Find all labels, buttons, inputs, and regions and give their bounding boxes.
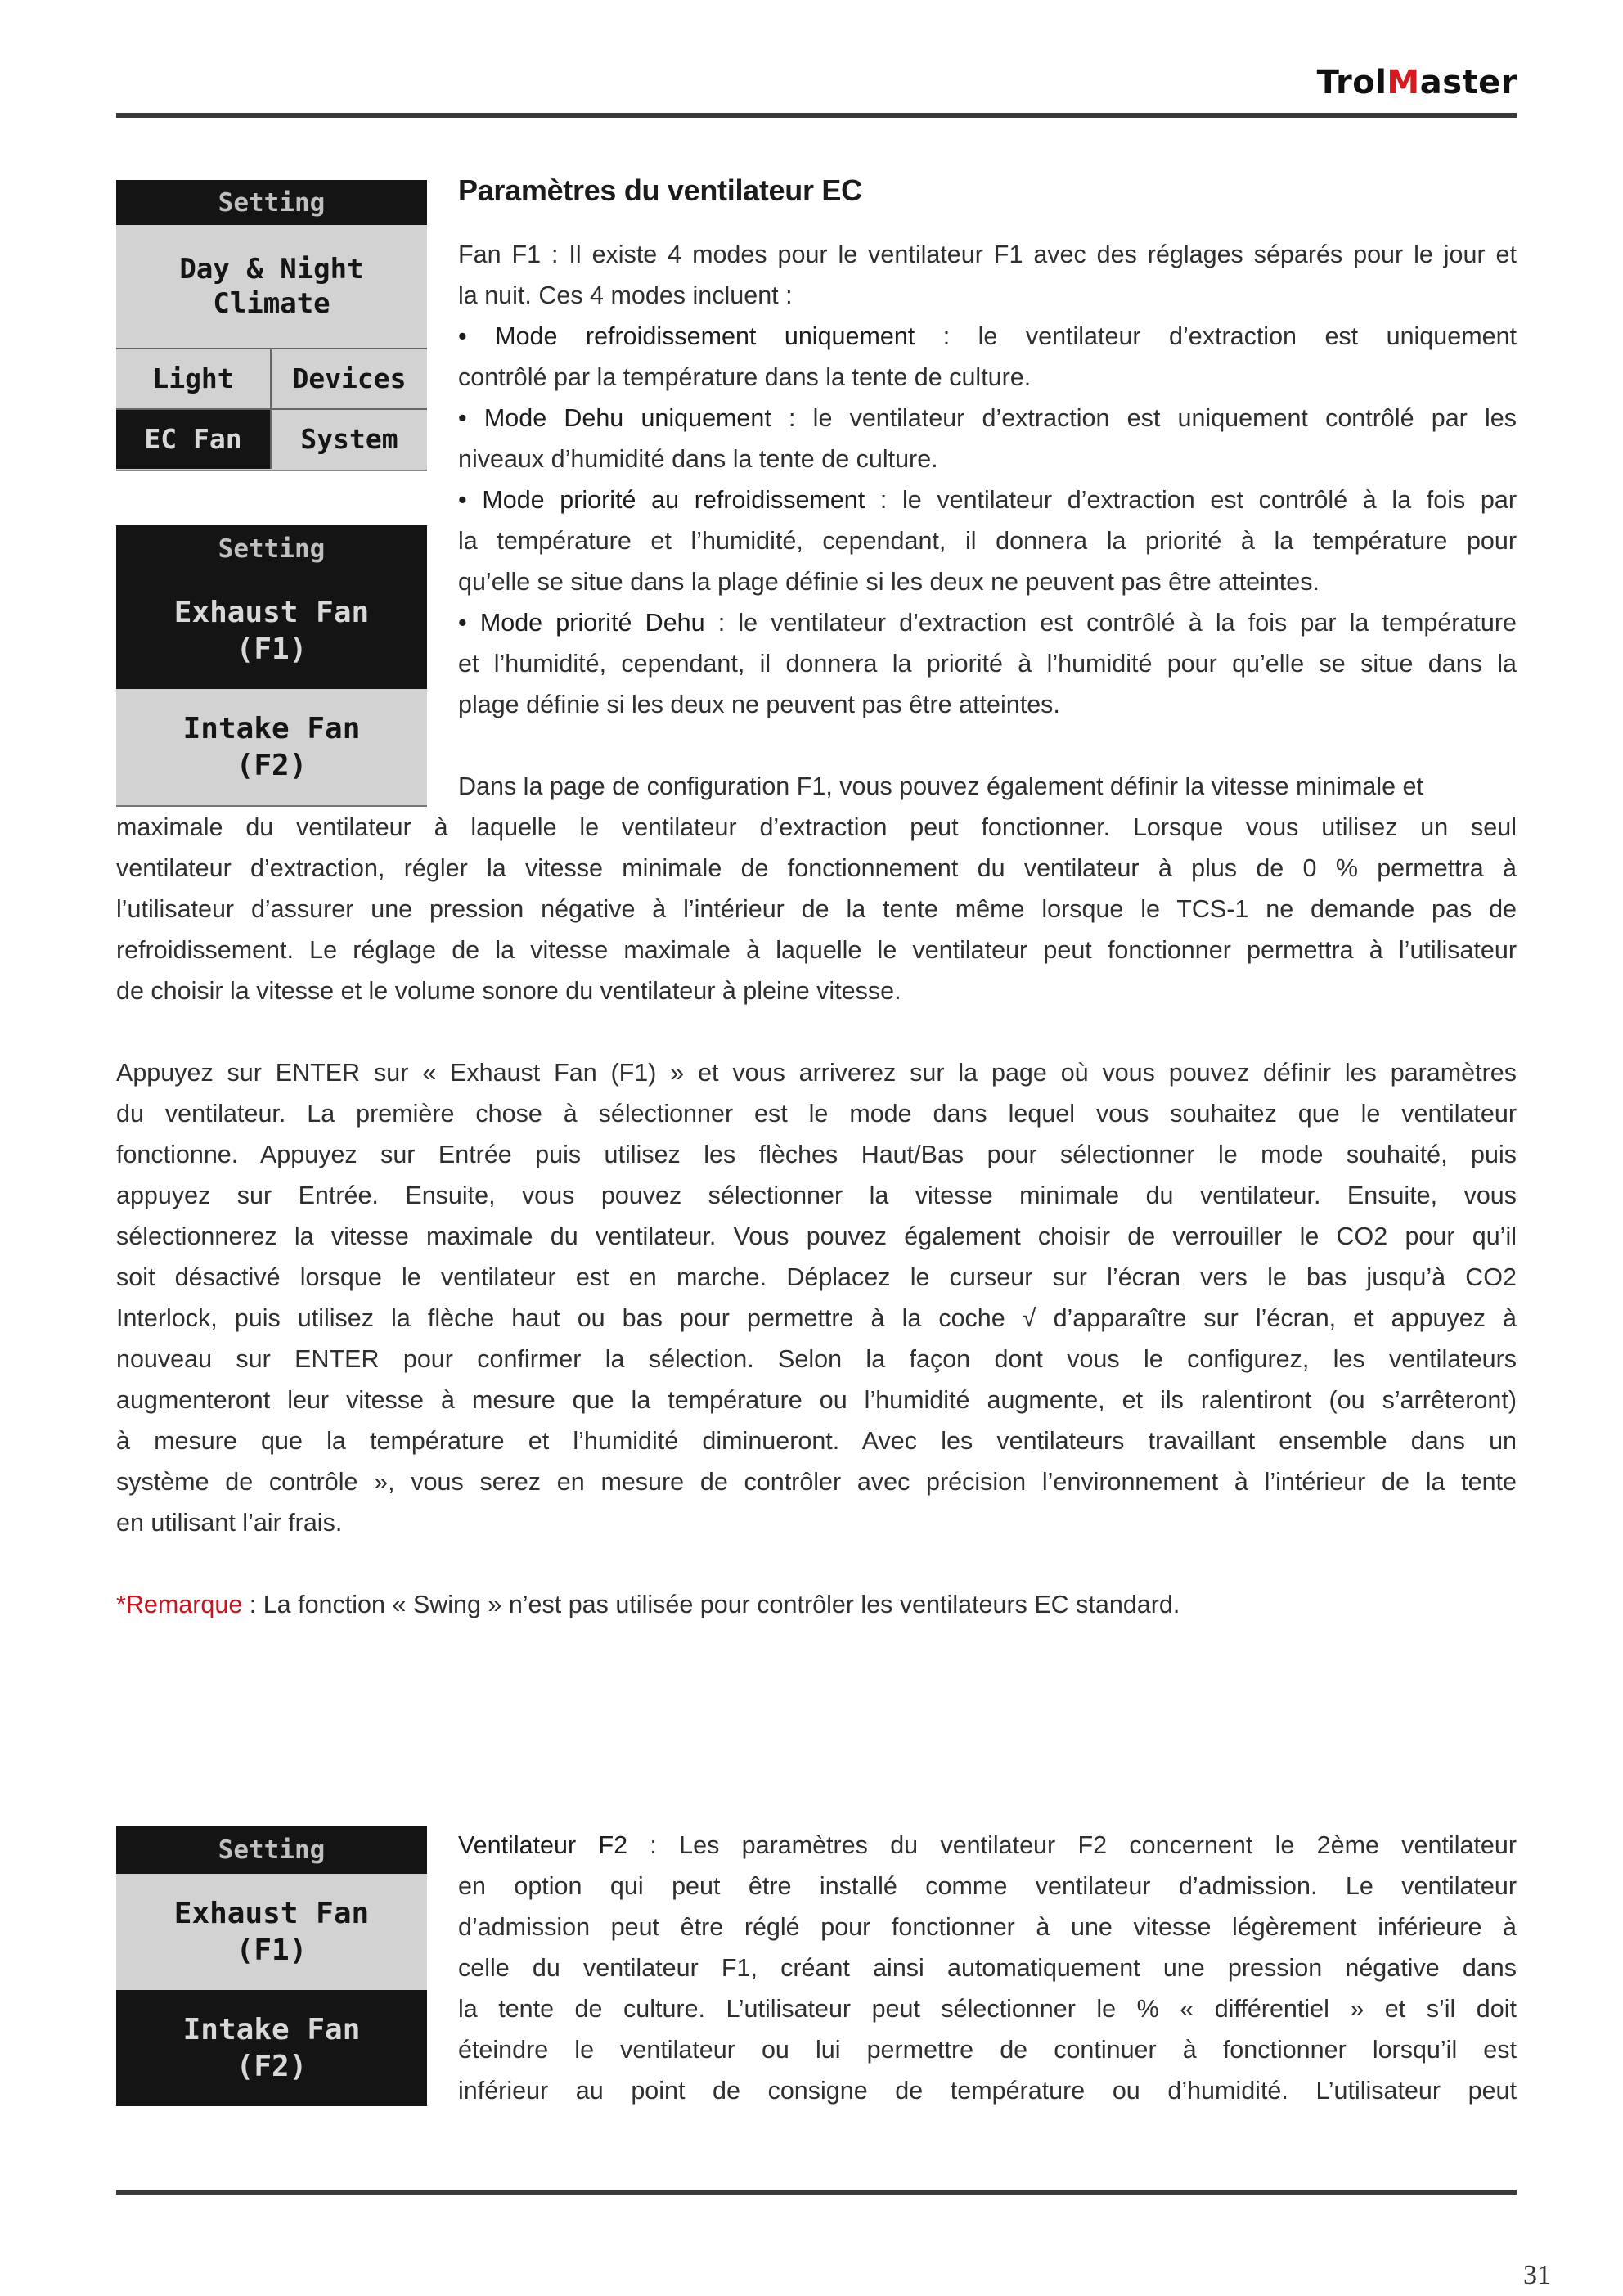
f2-label: Ventilateur F2 [458,1831,628,1859]
note-remarque: *Remarque : La fonction « Swing » n’est pas utilisée pour contrôler les ventilateurs EC standard. [116,1591,1180,1618]
mode-cooling-priority: • Mode priorité au refroidissement : le ventilateur d’extraction est contrôlé à la fois par [458,486,1517,514]
paragraph-enter-line: nouveau sur ENTER pour confirmer la sélection. Selon la façon dont vous le configurez, les ventilateurs [116,1345,1517,1373]
lcd-header: Setting [116,180,427,225]
mode-line: niveaux d’humidité dans la tente de culture. [458,445,938,473]
paragraph-enter-line: en utilisant l’air frais. [116,1509,343,1537]
footer-rule [116,2190,1517,2195]
lcd-item-devices: Devices [272,349,427,410]
page-number: 31 [1523,2260,1551,2290]
note-label: Remarque [125,1591,243,1618]
mode-dehu-only: • Mode Dehu uniquement : le ventilateur d’extraction est uniquement contrôlé par les [458,404,1517,432]
f2-line: en option qui peut être installé comme ventilateur d’admission. Le ventilateur [458,1872,1517,1900]
lcd-item-ec-fan-selected: EC Fan [116,410,272,469]
lcd-setting-menu [116,180,427,471]
mode-cooling-only: • Mode refroidissement uniquement : le ventilateur d’extraction est uniquement [458,322,1517,350]
paragraph-enter-line: sélectionnerez la vitesse maximale du ventilateur. Vous pouvez également choisir de verrouiller le CO2 pour qu’il [116,1222,1517,1250]
f2-line: inférieur au point de consigne de température ou d’humidité. L’utilisateur peut [458,2077,1517,2105]
lcd-item-exhaust-fan-selected: Exhaust Fan (F1) [116,573,427,689]
brand-logo: TrolMaster [1316,64,1517,101]
paragraph-speed-line: ventilateur d’extraction, régler la vitesse minimale de fonctionnement du ventilateur à plus de 0 % permettra à [116,854,1517,882]
paragraph-enter-line: Interlock, puis utilisez la flèche haut ou bas pour permettre à la coche √ d’apparaître sur l’écran, et appuyez à [116,1304,1517,1332]
lcd-item-day-night-climate: Day & Night Climate [116,225,427,349]
lcd-item-exhaust-fan: Exhaust Fan (F1) [116,1874,427,1990]
paragraph-speed-line: Dans la page de configuration F1, vous pouvez également définir la vitesse minimale et [458,772,1423,800]
mode-line: et l’humidité, cependant, il donnera la priorité à l’humidité pour qu’elle se situe dans la [458,650,1517,678]
mode-name: Mode Dehu uniquement [483,404,771,432]
f2-line: éteindre le ventilateur ou lui permettre de continuer à fonctionner lorsqu’il est [458,2036,1517,2064]
intro-line: la nuit. Ces 4 modes incluent : [458,281,793,309]
mode-dehu-priority: • Mode priorité Dehu : le ventilateur d’extraction est contrôlé à la fois par la température [458,609,1517,637]
mode-name: Mode priorité Dehu [479,609,705,637]
mode-line: qu’elle se situe dans la plage définie si les deux ne peuvent pas être atteintes. [458,568,1320,596]
mode-name: Mode refroidissement uniquement [495,322,915,350]
mode-line: la température et l’humidité, cependant, il donnera la priorité à la température pour [458,527,1517,555]
paragraph-speed-line: l’utilisateur d’assurer une pression négative à l’intérieur de la tente même lorsque le TCS-1 ne demande pas de [116,895,1517,923]
f2-line: d’admission peut être réglé pour fonctionner à une vitesse légèrement inférieure à [458,1913,1517,1941]
paragraph-enter-line: soit désactivé lorsque le ventilateur est en marche. Déplacez le curseur sur l’écran vers le bas jusqu’à CO2 [116,1263,1517,1291]
header-rule [116,113,1517,118]
paragraph-enter-line: système de contrôle », vous serez en mesure de contrôler avec précision l’environnement à l’intérieur de la tente [116,1468,1517,1496]
f2-line: la tente de culture. L’utilisateur peut sélectionner le % « différentiel » et s’il doit [458,1995,1517,2023]
paragraph-enter-line: appuyez sur Entrée. Ensuite, vous pouvez sélectionner la vitesse minimale du ventilateur. Ensuite, vous [116,1182,1517,1209]
intro-line: Fan F1 : Il existe 4 modes pour le ventilateur F1 avec des réglages séparés pour le jour et [458,241,1517,268]
mode-line: plage définie si les deux ne peuvent pas être atteintes. [458,691,1060,718]
section-title: Paramètres du ventilateur EC [458,173,862,207]
paragraph-enter-line: du ventilateur. La première chose à sélectionner est le mode dans lequel vous souhaitez que le ventilateur [116,1100,1517,1128]
lcd-item-system: System [272,410,427,469]
lcd-header: Setting [116,525,427,573]
note-star: * [116,1591,126,1618]
paragraph-enter-line: à mesure que la température et l’humidité diminueront. Avec les ventilateurs travaillant ensemble dans un [116,1427,1517,1455]
paragraph-speed-line: refroidissement. Le réglage de la vitesse maximale à laquelle le ventilateur peut fonctionner permettra à l’utilisateur [116,936,1517,964]
paragraph-enter-line: Appuyez sur ENTER sur « Exhaust Fan (F1) » et vous arriverez sur la page où vous pouvez définir les paramètres [116,1059,1517,1087]
lcd-fan-menu-f2 [116,1826,427,2105]
paragraph-speed-line: maximale du ventilateur à laquelle le ventilateur d’extraction peut fonctionner. Lorsque vous utilisez un seul [116,813,1517,841]
mode-name: Mode priorité au refroidissement [482,486,865,514]
lcd-item-intake-fan-selected: Intake Fan (F2) [116,1990,427,2106]
paragraph-enter-line: fonctionne. Appuyez sur Entrée puis utilisez les flèches Haut/Bas pour sélectionner le mode souhaité, puis [116,1141,1517,1168]
lcd-item-intake-fan: Intake Fan (F2) [116,689,427,805]
paragraph-speed-line: de choisir la vitesse et le volume sonore du ventilateur à pleine vitesse. [116,977,901,1005]
f2-line: celle du ventilateur F1, créant ainsi automatiquement une pression négative dans [458,1954,1517,1982]
mode-line: contrôlé par la température dans la tente de culture. [458,363,1032,391]
lcd-item-light: Light [116,349,272,410]
lcd-header: Setting [116,1826,427,1874]
lcd-fan-menu-f1 [116,525,427,807]
f2-line: Ventilateur F2 : Les paramètres du ventilateur F2 concernent le 2ème ventilateur [458,1831,1517,1859]
paragraph-enter-line: augmenteront leur vitesse à mesure que la température ou l’humidité augmente, et ils ralentiront (ou s’arrêteront) [116,1386,1517,1414]
